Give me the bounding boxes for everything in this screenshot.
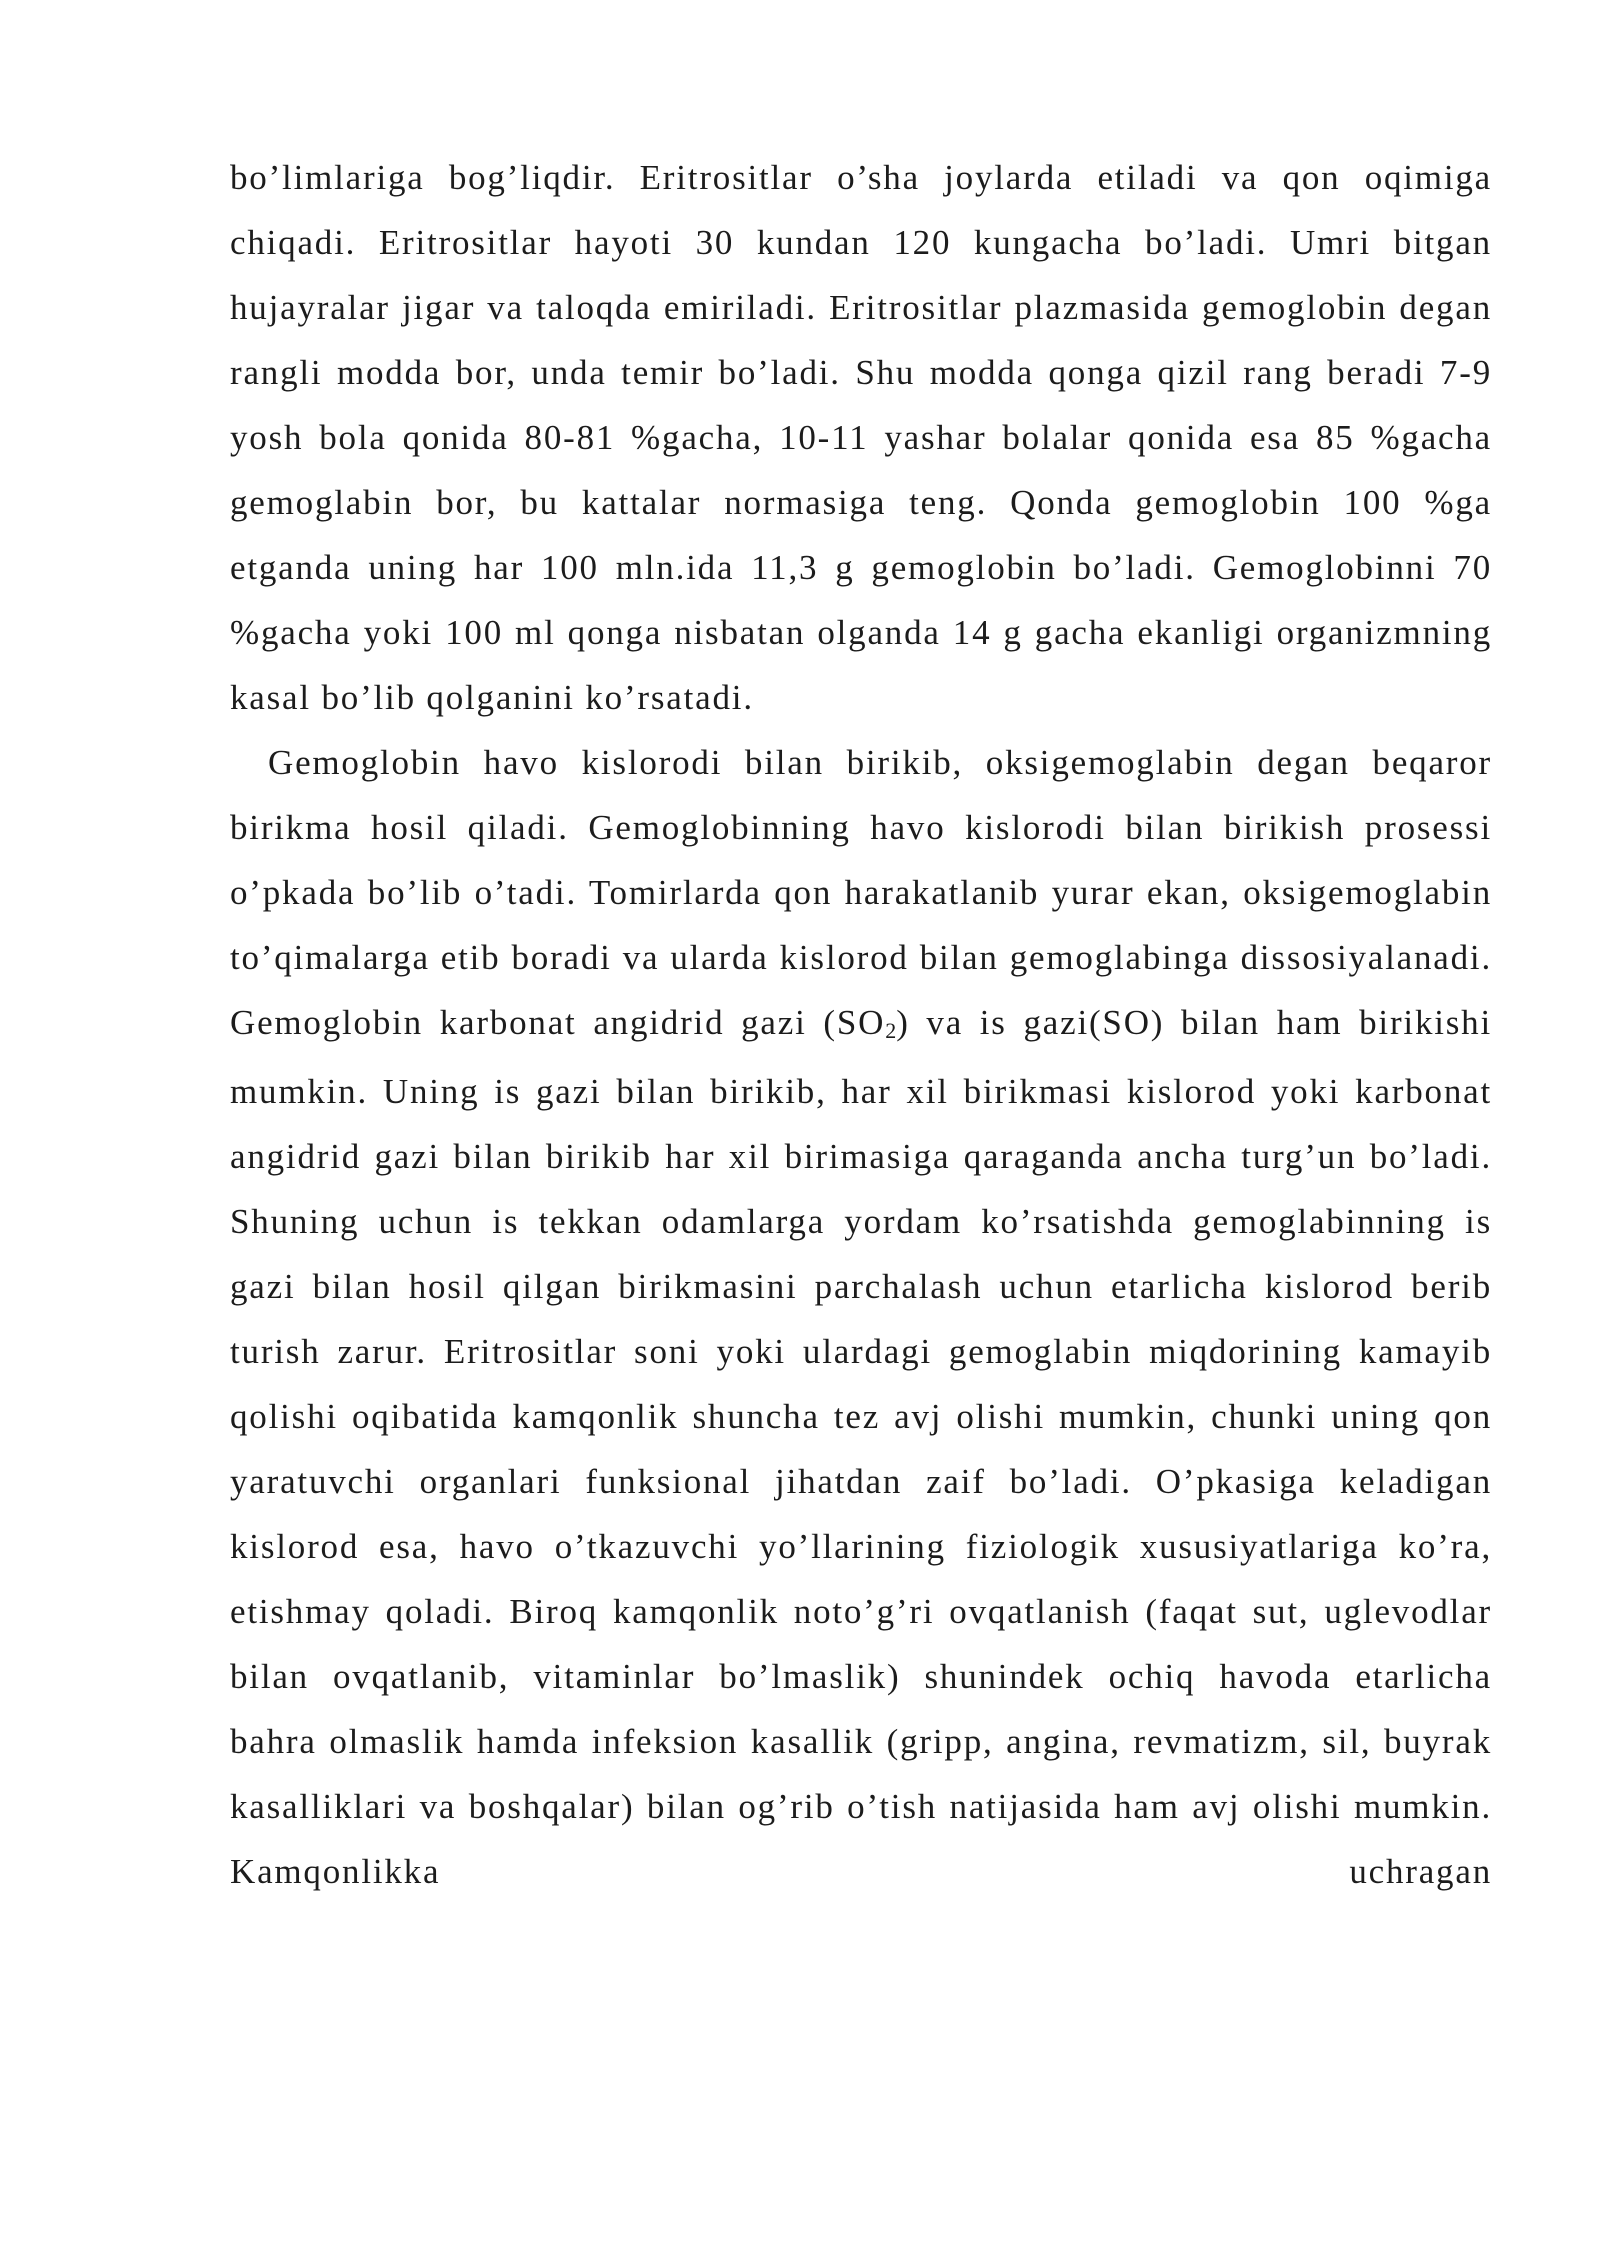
paragraph-1: bo’limlariga bog’liqdir. Eritrositlar o’sha joylarda etiladi va qon oqimiga chiqadi. Eritrositlar hayoti 30 kundan 120 kungacha bo’ladi. Umri bitgan hujayralar jigar va taloqda emiriladi. Eritrositlar plazmasida gemoglobin degan rangli modda bor, unda temir bo’ladi. Shu modda qonga qizil rang beradi 7-9 yosh bola qonida 80-81 %gacha, 10-11 yashar bolalar qonida esa 85 %gacha gemoglabin bor, bu kattalar normasiga teng. Qonda gemoglobin 100 %ga etganda uning har 100 mln.ida 11,3 g gemoglobin bo’ladi. Gemoglobinni 70 %gacha yoki 100 ml qonga nisbatan olganda 14 g gacha ekanligi organizmning kasal bo’lib qolganini ko’rsatadi. xyxy=(230,158,1492,717)
paragraph-2 xyxy=(230,730,1492,1904)
paragraph-2-text-end: ) va is gazi(SO) bilan ham birikishi mumkin. Uning is gazi bilan birikib, har xil birikmasi kislorod yoki karbonat angidrid gazi bilan birikib har xil birimasiga qaraganda ancha turg’un bo’ladi. Shuning uchun is tekkan odamlarga yordam ko’rsatishda gemoglabinning is gazi bilan hosil qilgan birikmasini parchalash uchun etarlicha kislorod berib turish zarur. Eritrositlar soni yoki ulardagi gemoglabin miqdorining kamayib qolishi oqibatida kamqonlik shuncha tez avj olishi mumkin, chunki uning qon yaratuvchi organlari funksional jihatdan zaif bo’ladi. O’pkasiga keladigan kislorod esa, havo o’tkazuvchi yo’llarining fiziologik xususiyatlariga ko’ra, etishmay qoladi. Biroq kamqonlik noto’g’ri ovqatlanish (faqat sut, uglevodlar bilan ovqatlanib, vitaminlar bo’lmaslik) shunindek ochiq havoda etarlicha bahra olmaslik hamda infeksion kasallik (gripp, angina, revmatizm, sil, buyrak kasalliklari va boshqalar) bilan og’rib o’tish natijasida ham avj olishi mumkin. Kamqonlikka uchragan xyxy=(230,1003,1493,1891)
subscript-2: 2 xyxy=(885,1018,897,1043)
paragraph-2-text-start: Gemoglobin havo kislorodi bilan birikib, oksigemoglabin degan beqaror birikma hosil qiladi. Gemoglobinning havo kislorodi bilan birikish prosessi o’pkada bo’lib o’tadi. Tomirlarda qon harakatlanib yurar ekan, oksigemoglabin to’qimalarga etib boradi va ularda kislorod bilan gemoglabinga dissosiyalanadi. Gemoglobin karbonat angidrid gazi (SO xyxy=(230,743,1492,1042)
body-text xyxy=(230,145,1492,1904)
